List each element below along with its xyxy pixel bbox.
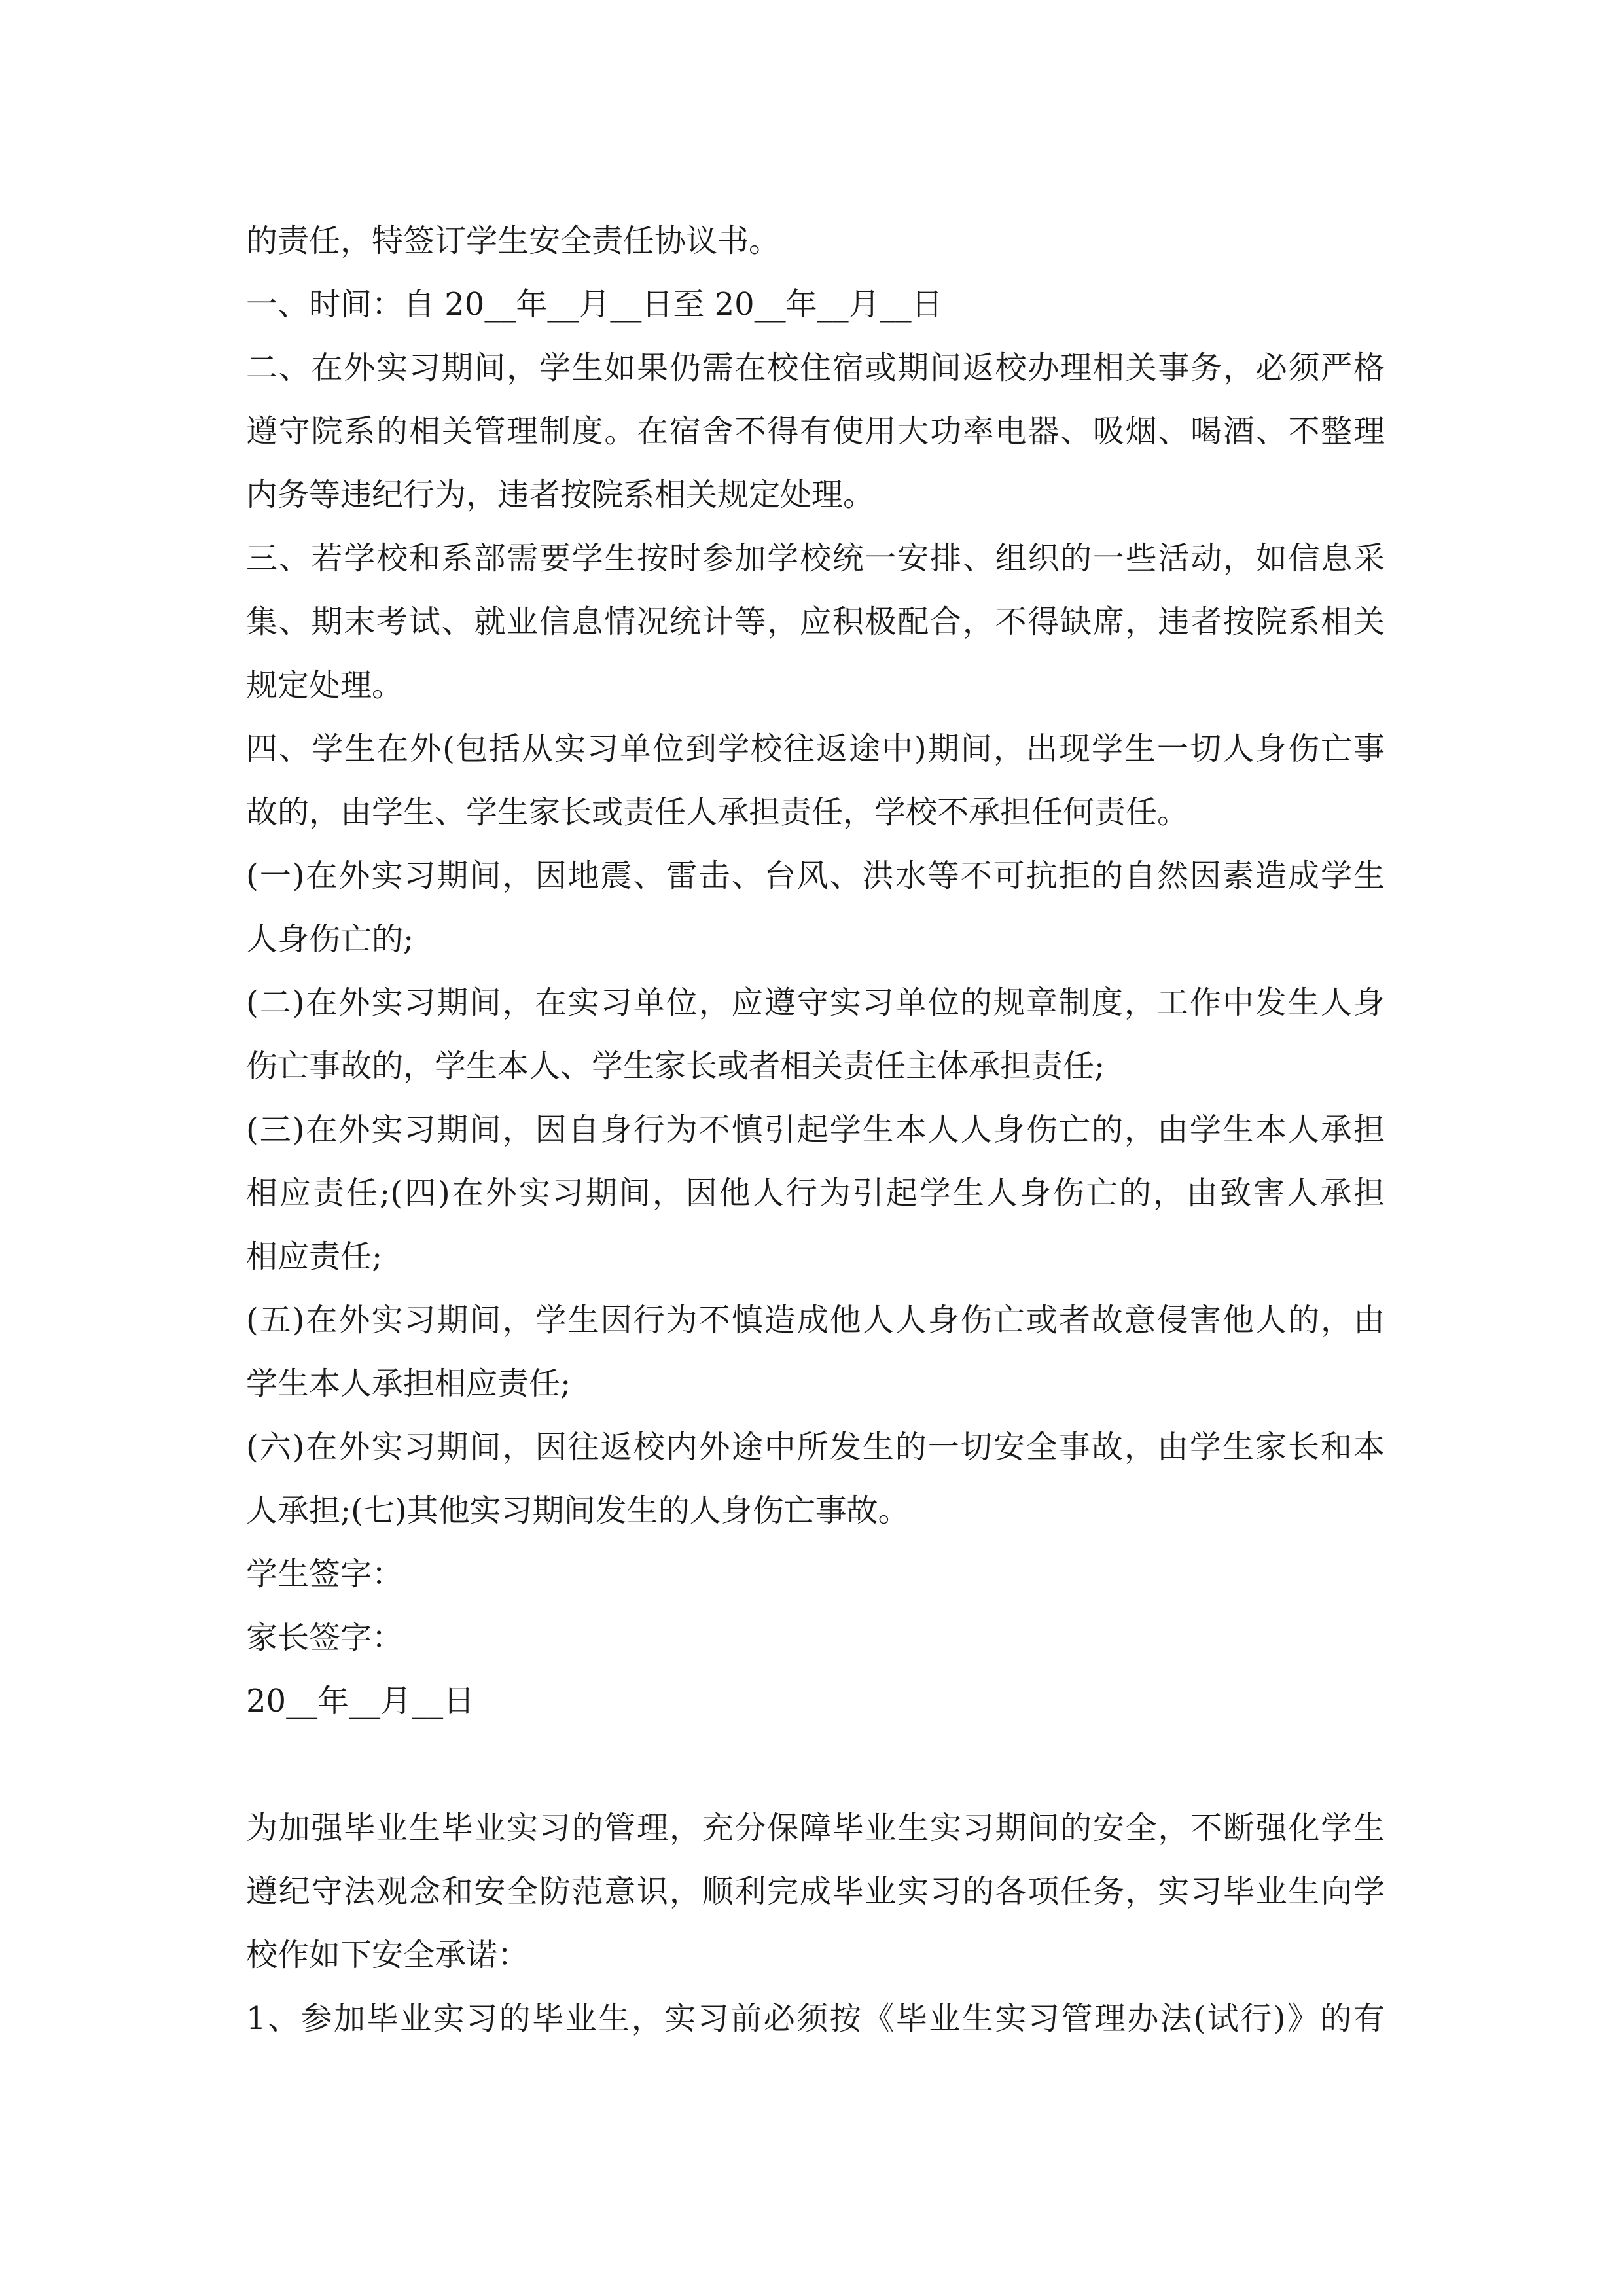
- text-line: 的责任，特签订学生安全责任协议书。: [246, 223, 781, 259]
- signature-date: 20__年__月__日: [246, 1683, 475, 1719]
- student-signature-label: 学生签字：: [246, 1556, 404, 1592]
- text-line: (五)在外实习期间，学生因行为不慎造成他人人身伤亡或者故意侵害他人的，由: [246, 1302, 1385, 1338]
- text-line: 相应责任;(四)在外实习期间，因他人行为引起学生人身伤亡的，由致害人承担: [246, 1175, 1385, 1211]
- text-line: 规定处理。: [246, 667, 404, 704]
- text-line: 一、时间：自 20__年__月__日至 20__年__月__日: [246, 286, 943, 323]
- text-line: 遵纪守法观念和安全防范意识，顺利完成毕业实习的各项任务，实习毕业生向学: [246, 1873, 1385, 1910]
- commitment-section: [246, 1797, 1385, 2051]
- text-line: 学生本人承担相应责任;: [246, 1365, 571, 1402]
- text-line: 内务等违纪行为，违者按院系相关规定处理。: [246, 476, 875, 513]
- section-gap: [246, 1733, 1385, 1797]
- text-line: (三)在外实习期间，因自身行为不慎引起学生本人人身伤亡的，由学生本人承担: [246, 1111, 1385, 1148]
- text-line: 故的，由学生、学生家长或责任人承担责任，学校不承担任何责任。: [246, 794, 1189, 831]
- text-line: 校作如下安全承诺：: [246, 1937, 529, 1973]
- text-line: 二、在外实习期间，学生如果仍需在校住宿或期间返校办理相关事务，必须严格: [246, 350, 1385, 386]
- text-line: 相应责任;: [246, 1238, 383, 1275]
- text-line: 人承担;(七)其他实习期间发生的人身伤亡事故。: [246, 1492, 910, 1529]
- parent-signature-label: 家长签字：: [246, 1619, 404, 1656]
- text-line: 伤亡事故的，学生本人、学生家长或者相关责任主体承担责任;: [246, 1048, 1105, 1085]
- text-line: (二)在外实习期间，在实习单位，应遵守实习单位的规章制度，工作中发生人身: [246, 984, 1385, 1021]
- text-line: 1、参加毕业实习的毕业生，实习前必须按《毕业生实习管理办法(试行)》的有: [246, 2000, 1385, 2037]
- text-line: 为加强毕业生毕业实习的管理，充分保障毕业生实习期间的安全，不断强化学生: [246, 1810, 1385, 1846]
- document-body: [246, 209, 1385, 2051]
- text-line: (一)在外实习期间，因地震、雷击、台风、洪水等不可抗拒的自然因素造成学生: [246, 857, 1385, 894]
- text-line: 三、若学校和系部需要学生按时参加学校统一安排、组织的一些活动，如信息采: [246, 540, 1385, 577]
- text-line: 遵守院系的相关管理制度。在宿舍不得有使用大功率电器、吸烟、喝酒、不整理: [246, 413, 1385, 450]
- agreement-section: [246, 209, 1385, 1733]
- text-line: 集、期末考试、就业信息情况统计等，应积极配合，不得缺席，违者按院系相关: [246, 603, 1385, 640]
- text-line: 人身伤亡的;: [246, 921, 414, 958]
- text-line: (六)在外实习期间，因往返校内外途中所发生的一切安全事故，由学生家长和本: [246, 1429, 1385, 1465]
- text-line: 四、学生在外(包括从实习单位到学校往返途中)期间，出现学生一切人身伤亡事: [246, 730, 1385, 767]
